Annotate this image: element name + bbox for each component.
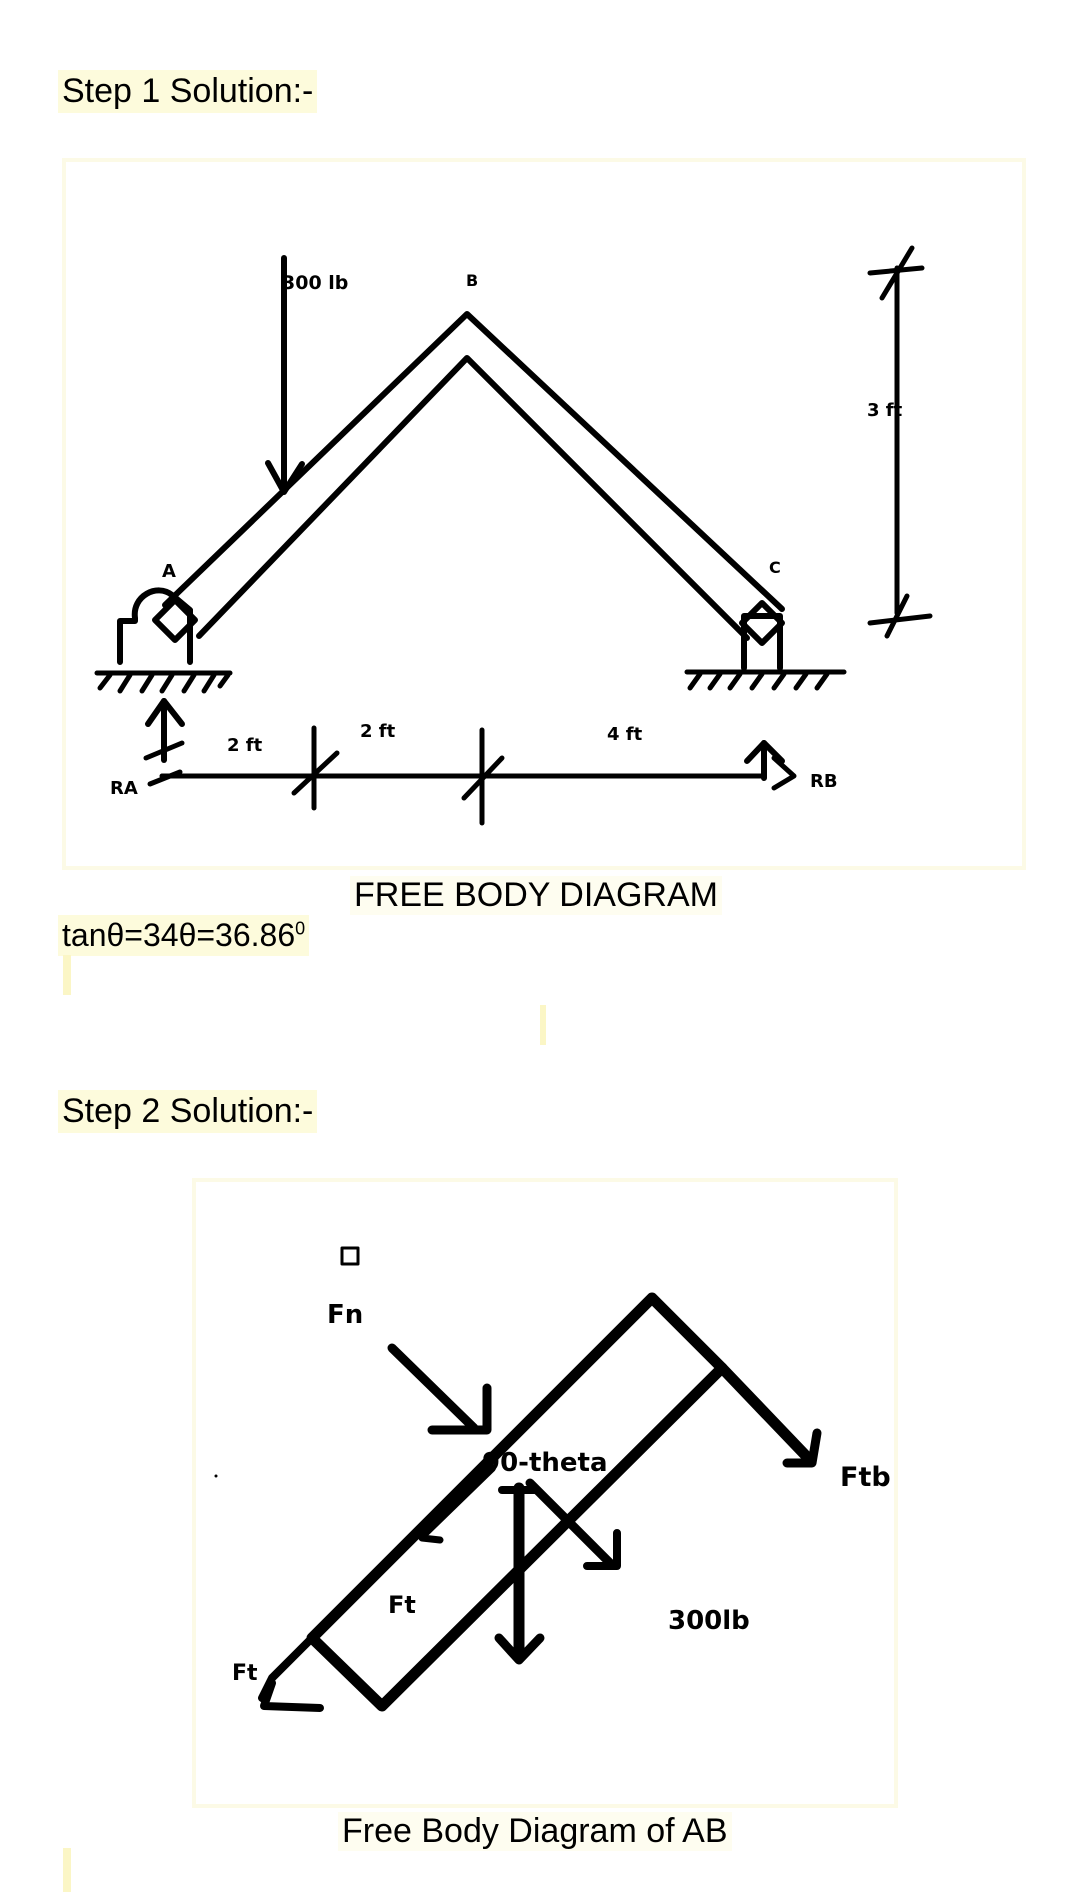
label-span-3: 4 ft <box>607 724 643 745</box>
angle-equation-text: tanθ=34θ=36.86 <box>62 917 296 953</box>
label-tension-mid: Ft <box>388 1591 416 1619</box>
member-ab-outer <box>165 314 782 609</box>
label-reaction-b: RB <box>810 771 838 792</box>
label-span-1: 2 ft <box>227 735 263 756</box>
diagram1-caption: FREE BODY DIAGRAM <box>350 876 722 915</box>
label-span-2: 2 ft <box>360 721 396 742</box>
tension-arrow-mid <box>422 1468 492 1536</box>
diagram2-caption: Free Body Diagram of AB <box>338 1812 732 1851</box>
stray-dot <box>215 1475 218 1478</box>
label-joint-c: C <box>769 558 781 577</box>
normal-force-arrow <box>392 1348 474 1428</box>
tension-arrow-b <box>722 1368 810 1460</box>
label-height: 3 ft <box>867 400 903 421</box>
label-load: 300 lb <box>282 272 349 294</box>
highlight-mark <box>63 1848 71 1892</box>
height-ticks <box>870 248 930 636</box>
ground-hatch-a <box>97 673 230 691</box>
highlight-mark <box>540 1005 546 1045</box>
label-load: 300lb <box>668 1606 750 1636</box>
ground-hatch-c <box>687 672 844 688</box>
label-tension-left: Ft <box>232 1661 258 1686</box>
tension-arrow-left-head <box>264 1683 320 1708</box>
step1-heading: Step 1 Solution:- <box>58 70 317 113</box>
member-ab-free-body-diagram <box>192 1178 898 1808</box>
placeholder-box <box>342 1248 358 1264</box>
label-reaction-a: RA <box>110 778 138 799</box>
label-joint-a: A <box>162 561 176 582</box>
frame-free-body-diagram <box>62 158 1026 870</box>
angle-equation-degree: 0 <box>295 918 306 939</box>
label-angle: 90-theta <box>482 1448 608 1478</box>
angle-equation <box>58 915 309 956</box>
label-joint-b: B <box>466 271 479 290</box>
step2-heading: Step 2 Solution:- <box>58 1090 317 1133</box>
highlight-mark <box>63 955 71 995</box>
label-normal-force: Fn <box>327 1300 364 1330</box>
label-tension-b: Ftb <box>840 1462 891 1493</box>
